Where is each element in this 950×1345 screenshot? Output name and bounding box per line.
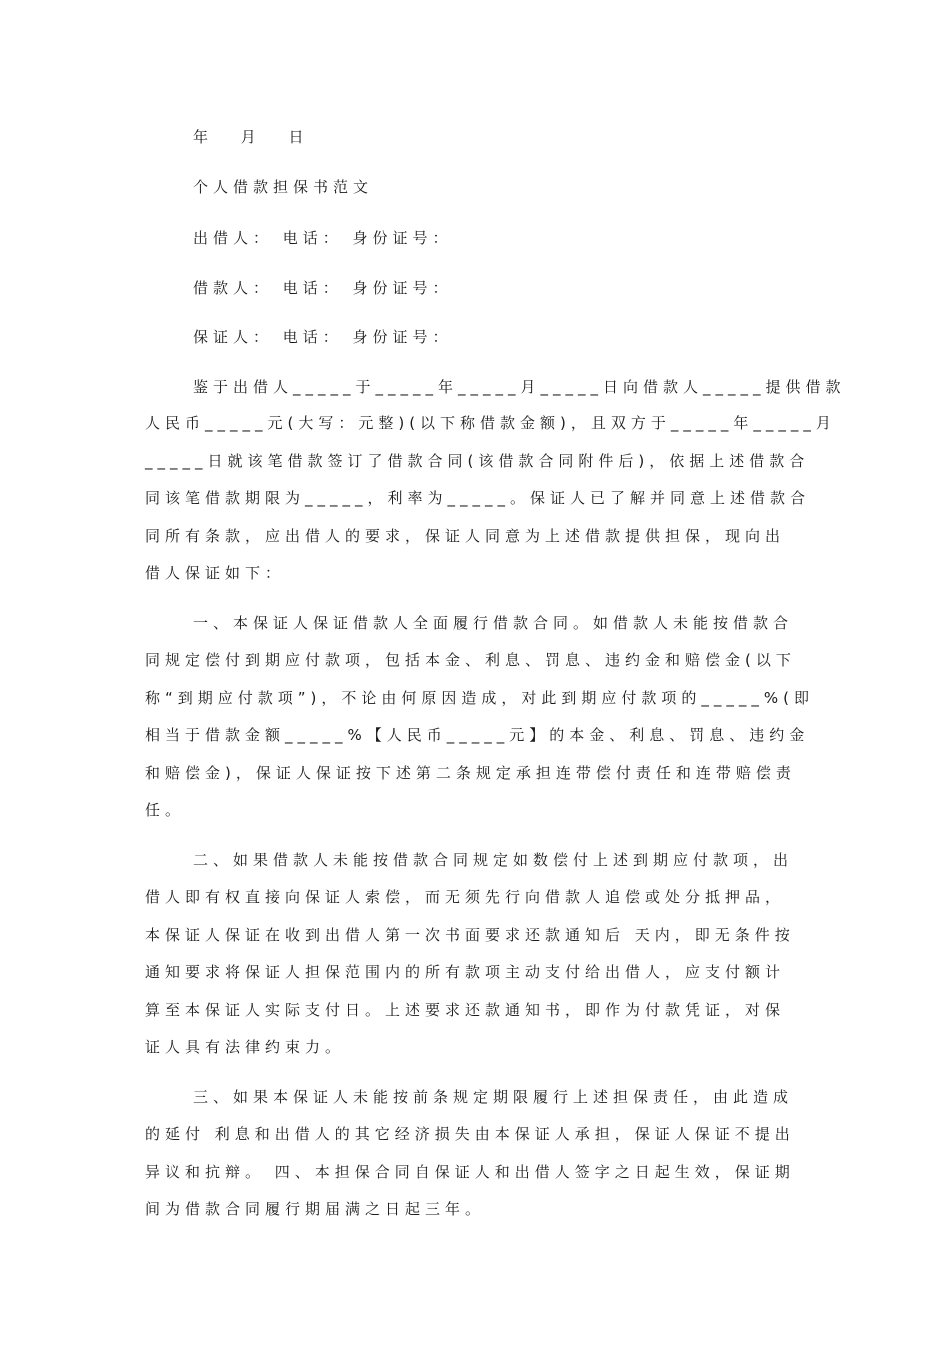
text-line: 人民币_____元(大写：元整)(以下称借款金额)，且双方于_____年_____月: [145, 414, 836, 432]
text-line: 和赔偿金)，保证人保证按下述第二条规定承担连带偿付责任和连带赔偿责: [145, 764, 796, 782]
text-line: 的延付 利息和出借人的其它经济损失由本保证人承担，保证人保证不提出: [145, 1125, 795, 1143]
text-line: 鉴于出借人_____于_____年_____月_____日向借款人_____提供借款: [193, 378, 846, 396]
text-line: 通知要求将保证人担保范围内的所有款项主动支付给出借人，应支付额计: [145, 963, 786, 981]
document-title: 个人借款担保书范文: [193, 178, 374, 196]
text-line: 相当于借款金额_____%【人民币_____元】的本金、利息、罚息、违约金: [145, 726, 810, 744]
text-line: 任。: [145, 801, 186, 819]
party-lender: 出借人： 电话： 身份证号：: [193, 229, 453, 247]
text-line: 同所有条款，应出借人的要求，保证人同意为上述借款提供担保，现向出: [145, 527, 786, 545]
text-line: 称“到期应付款项”)，不论由何原因造成，对此到期应付款项的_____%(即: [145, 689, 815, 707]
text-line: 同规定偿付到期应付款项，包括本金、利息、罚息、违约金和赔偿金(以下: [145, 651, 796, 669]
text-line: 同该笔借款期限为_____，利率为_____。保证人已了解并同意上述借款合: [145, 489, 811, 507]
text-line: 三、如果本保证人未能按前条规定期限履行上述担保责任，由此造成: [193, 1088, 794, 1106]
text-line: 异议和抗辩。 四、本担保合同自保证人和出借人签字之日起生效，保证期: [145, 1163, 795, 1181]
text-line: _____日就该笔借款签订了借款合同(该借款合同附件后)，依据上述借款合: [145, 452, 810, 470]
text-line: 一、本保证人保证借款人全面履行借款合同。如借款人未能按借款合: [193, 614, 794, 632]
party-guarantor: 保证人： 电话： 身份证号：: [193, 328, 453, 346]
text-line: 算至本保证人实际支付日。上述要求还款通知书，即作为付款凭证，对保: [145, 1001, 786, 1019]
text-line: 二、如果借款人未能按借款合同规定如数偿付上述到期应付款项，出: [193, 851, 794, 869]
text-line: 本保证人保证在收到出借人第一次书面要求还款通知后 天内，即无条件按: [145, 926, 795, 944]
text-line: 借人即有权直接向保证人索偿，而无须先行向借款人追偿或处分抵押品，: [145, 888, 786, 906]
text-line: 证人具有法律约束力。: [145, 1038, 346, 1056]
party-borrower: 借款人： 电话： 身份证号：: [193, 279, 453, 297]
text-line: 借人保证如下：: [145, 564, 286, 582]
date-line: 年 月 日: [193, 128, 318, 146]
text-line: 间为借款合同履行期届满之日起三年。: [145, 1200, 486, 1218]
